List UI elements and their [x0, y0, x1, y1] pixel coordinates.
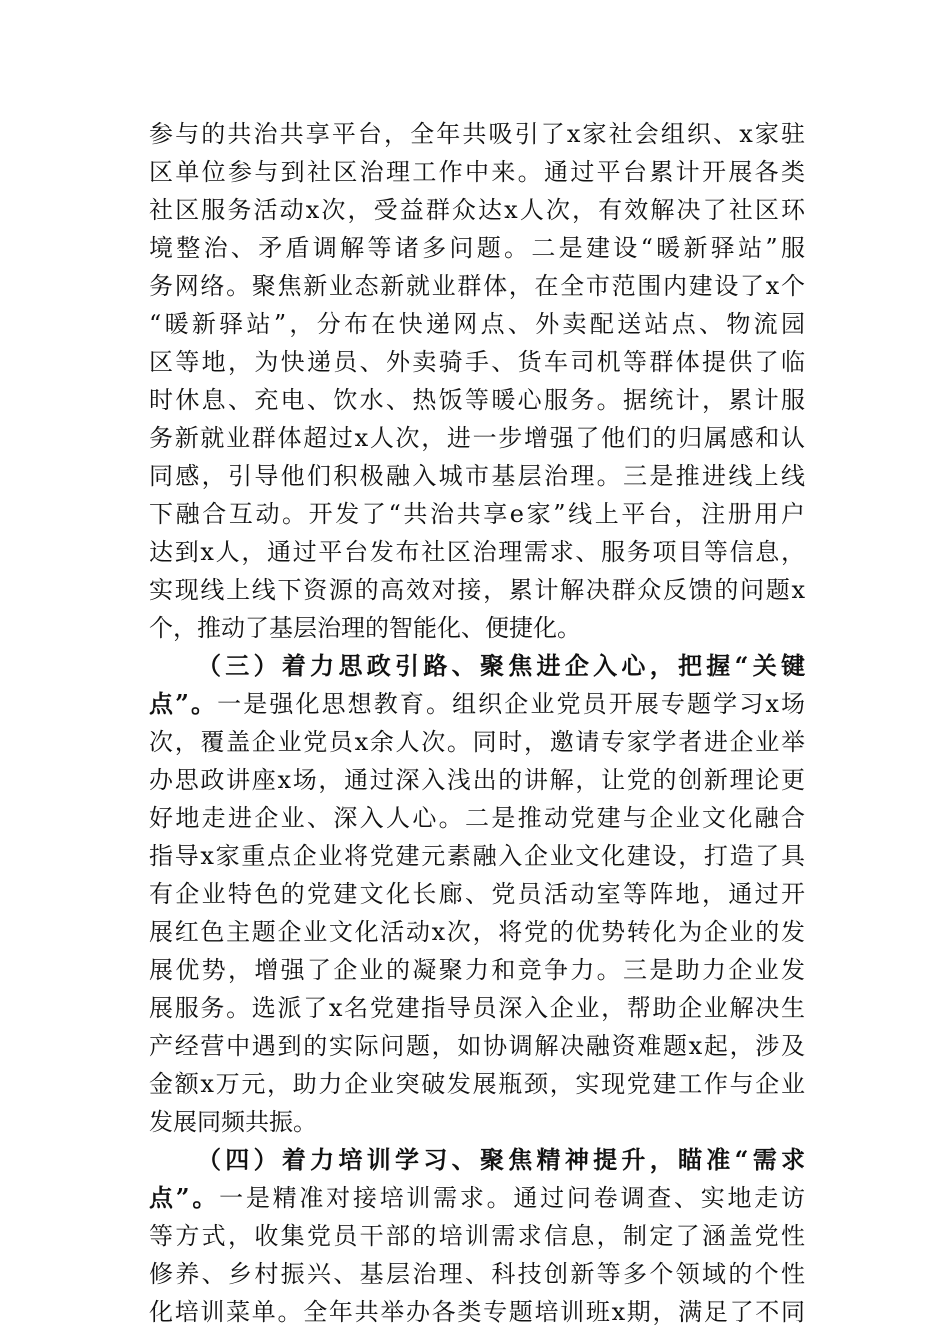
- text-line: 务新就业群体超过x人次，进一步增强了他们的归属感和认: [149, 424, 805, 452]
- text-line: 金额x万元，助力企业突破发展瓶颈，实现党建工作与企业: [149, 1070, 805, 1098]
- text-line: 展服务。选派了x名党建指导员深入企业，帮助企业解决生: [149, 994, 805, 1022]
- text-line: 次，覆盖企业党员x余人次。同时，邀请专家学者进企业举: [149, 728, 805, 756]
- text-line: 达到x人，通过平台发布社区治理需求、服务项目等信息，: [149, 538, 805, 566]
- text-line: 一是强化思想教育。组织企业党员开展专题学习x场: [217, 690, 805, 718]
- section-heading-4: （四）着力培训学习、聚焦精神提升，瞄准“需求: [197, 1145, 805, 1174]
- text-line: 个，推动了基层治理的智能化、便捷化。: [149, 614, 581, 642]
- text-line: 展红色主题企业文化活动x次，将党的优势转化为企业的发: [149, 918, 805, 946]
- text-line: “暖新驿站”，分布在快递网点、外卖配送站点、物流园: [149, 310, 805, 338]
- text-line: 参与的共治共享平台，全年共吸引了x家社会组织、x家驻: [149, 120, 805, 148]
- section-heading-4-end: [149, 1179, 805, 1217]
- text-line: 境整治、矛盾调解等诸多问题。二是建设“暖新驿站”服: [149, 234, 805, 262]
- section-heading-3: （三）着力思政引路、聚焦进企入心，把握“关键: [197, 651, 805, 680]
- text-line: 务网络。聚焦新业态新就业群体，在全市范围内建设了x个: [149, 272, 805, 300]
- heading-tail: 点”。: [149, 689, 218, 718]
- text-line: 等方式，收集党员干部的培训需求信息，制定了涵盖党性: [149, 1222, 805, 1250]
- text-line: 区单位参与到社区治理工作中来。通过平台累计开展各类: [149, 158, 805, 186]
- text-line: 一是精准对接培训需求。通过问卷调查、实地走访: [219, 1184, 805, 1212]
- text-line: 指导x家重点企业将党建元素融入企业文化建设，打造了具: [149, 842, 805, 870]
- text-line: 区等地，为快递员、外卖骑手、货车司机等群体提供了临: [149, 348, 805, 376]
- text-line: 发展同频共振。: [149, 1108, 317, 1136]
- text-line: 好地走进企业、深入人心。二是推动党建与企业文化融合: [149, 804, 805, 832]
- heading-tail: 点”。: [149, 1183, 220, 1212]
- text-line: 产经营中遇到的实际问题，如协调解决融资难题x起，涉及: [149, 1032, 805, 1060]
- text-line: 实现线上线下资源的高效对接，累计解决群众反馈的问题x: [149, 576, 805, 604]
- text-line: 下融合互动。开发了“共治共享e家”线上平台，注册用户: [149, 500, 805, 528]
- text-line: 有企业特色的党建文化长廊、党员活动室等阵地，通过开: [149, 880, 805, 908]
- text-line: 同感，引导他们积极融入城市基层治理。三是推进线上线: [149, 462, 805, 490]
- text-line: 办思政讲座x场，通过深入浅出的讲解，让党的创新理论更: [149, 766, 805, 794]
- body-text: [149, 115, 805, 1331]
- section-heading-3-end: [149, 685, 805, 723]
- text-line: 展优势，增强了企业的凝聚力和竞争力。三是助力企业发: [149, 956, 805, 984]
- text-line: 修养、乡村振兴、基层治理、科技创新等多个领域的个性: [149, 1260, 805, 1288]
- text-line: 社区服务活动x次，受益群众达x人次，有效解决了社区环: [149, 196, 805, 224]
- text-line: 时休息、充电、饮水、热饭等暖心服务。据统计，累计服: [149, 386, 805, 414]
- text-line: 化培训菜单。全年共举办各类专题培训班x期，满足了不同: [149, 1298, 805, 1326]
